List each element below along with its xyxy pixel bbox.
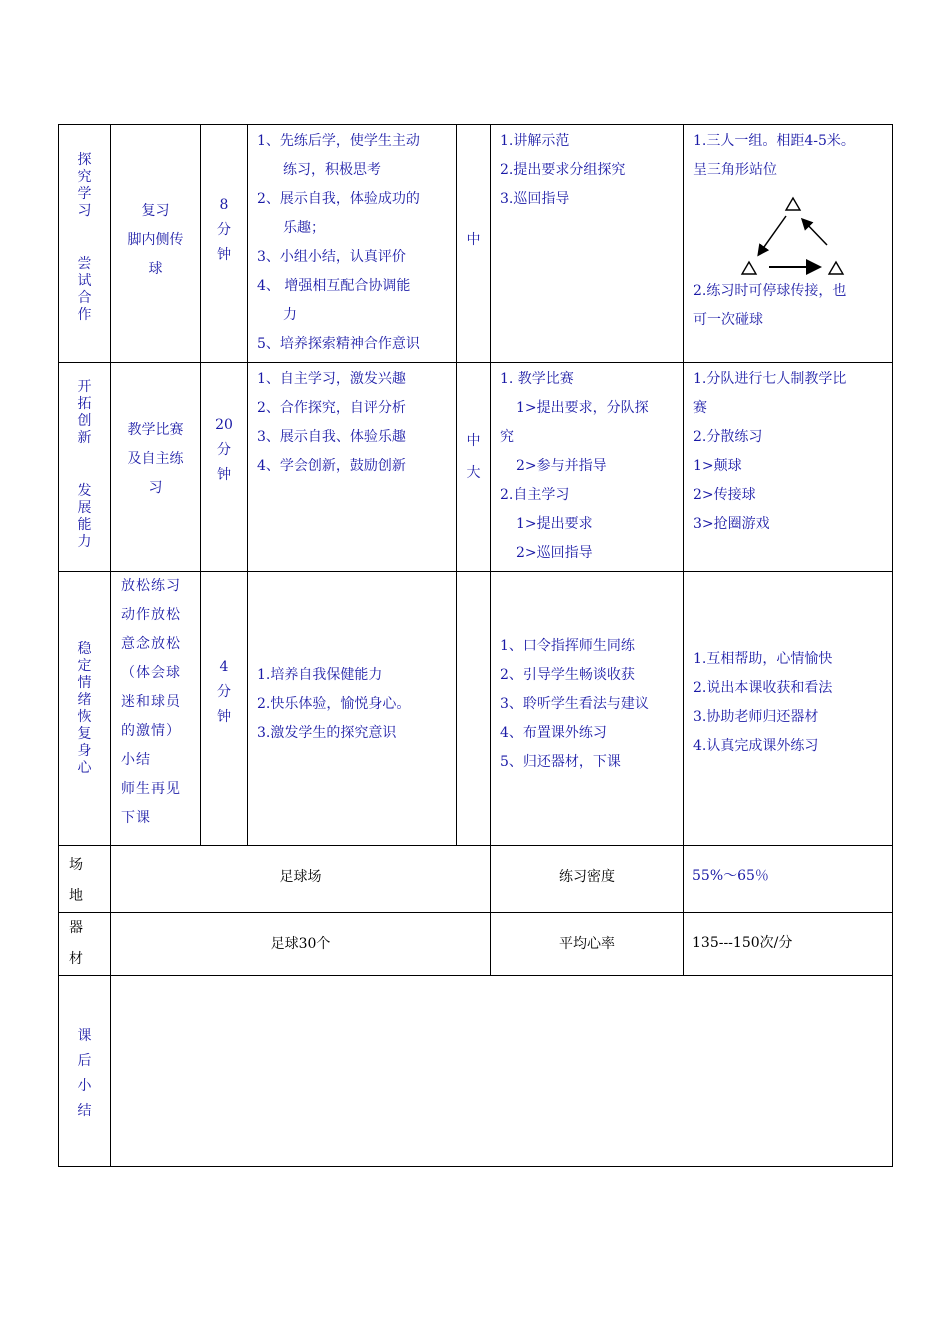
pass-arrow-right-to-top: [803, 220, 827, 245]
stage-cell: 稳 定 情 绪 恢 复 身 心: [59, 572, 111, 846]
section-row-innovate: [59, 363, 893, 572]
teacher-activity-cell: 1.讲解示范 2.提出要求分组探究 3.巡回指导: [491, 125, 684, 363]
intensity-cell: 中 大: [457, 363, 491, 572]
time-cell: 20 分 钟: [201, 363, 248, 572]
time-cell: 8 分 钟: [201, 125, 248, 363]
student-activity-cell: 1.互相帮助，心情愉快 2.说出本课收获和看法 3.协助老师归还器材 4.认真完成课外练习: [684, 572, 893, 846]
pass-arrow-top-to-left: [759, 216, 786, 254]
stage-cell: 开 拓 创 新 发 展 能 力: [59, 363, 111, 572]
equipment-value: 足球30个: [111, 913, 491, 976]
teacher-activity-cell: 1、口令指挥师生同练 2、引导学生畅谈收获 3、聆听学生看法与建议 4、布置课外练习 5、归还器材，下课: [491, 572, 684, 846]
content-cell: 放松练习 动作放松 意念放松 （体会球 迷和球员 的激情） 小结 师生再见 下课: [111, 572, 201, 846]
time-cell: 4 分 钟: [201, 572, 248, 846]
player-marker-top: [786, 198, 800, 210]
summary-label: 课 后 小 结: [59, 976, 111, 1167]
player-marker-left: [742, 262, 756, 274]
summary-value: [111, 976, 893, 1167]
content-cell: 复习 脚内侧传 球: [111, 125, 201, 363]
heart-rate-value: 135---150次/分: [684, 913, 893, 976]
venue-value: 足球场: [111, 846, 491, 913]
intensity-cell: 中: [457, 125, 491, 363]
content-cell: 教学比赛 及自主练 习: [111, 363, 201, 572]
goals-cell: 1.培养自我保健能力 2.快乐体验，愉悦身心。 3.激发学生的探究意识: [248, 572, 457, 846]
summary-row: [59, 976, 893, 1167]
equipment-row: [59, 913, 893, 976]
lesson-plan-table: [58, 124, 893, 1167]
student-activity-cell: 1.分队进行七人制教学比 赛 2.分散练习 1>颠球 2>传接球 3>抢圈游戏: [684, 363, 893, 572]
venue-label: 场 地: [59, 846, 111, 913]
goals-cell: 1、自主学习，激发兴趣 2、合作探究，自评分析 3、展示自我、体验乐趣 4、学会创新，鼓励创新: [248, 363, 457, 572]
heart-rate-label: 平均心率: [491, 913, 684, 976]
intensity-cell: [457, 572, 491, 846]
section-row-explore: [59, 125, 893, 363]
venue-row: [59, 846, 893, 913]
equipment-label: 器 材: [59, 913, 111, 976]
section-row-recover: [59, 572, 893, 846]
density-value: 55%～65％: [684, 846, 893, 913]
student-activity-cell: 1.三人一组。相距4-5米。 呈三角形站位 2.练习时可停球传接，也 可一次碰球: [684, 125, 893, 363]
goals-cell: 1、先练后学，使学生主动 练习，积极思考 2、展示自我，体验成功的 乐趣； 3、小组小结，认真评价 4、 增强相互配合协调能 力 5、培养探索精神合作意识: [248, 125, 457, 363]
teacher-activity-cell: 1. 教学比赛 1>提出要求，分队探 究 2>参与并指导 2.自主学习 1>提出要求 2>巡回指导: [491, 363, 684, 572]
triangle-formation-diagram: [693, 185, 883, 277]
stage-cell: 探 究 学 习 尝 试 合 作: [59, 125, 111, 363]
density-label: 练习密度: [491, 846, 684, 913]
player-marker-right: [829, 262, 843, 274]
